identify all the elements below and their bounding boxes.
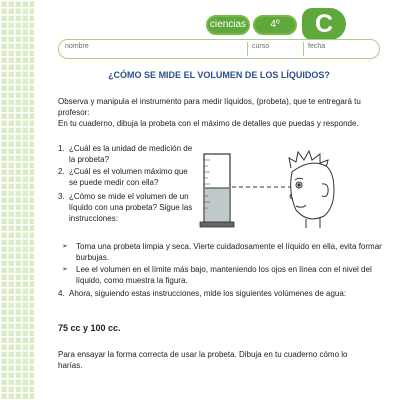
question-text: ¿Cuál es el volumen máximo que se puede medir con ella?	[69, 167, 188, 187]
graduated-cylinder-icon	[200, 154, 234, 227]
intro-line-1: Observa y manipula el instrumento para medir líquidos, (probeta), que te entregará tu profesor:	[58, 97, 361, 117]
question-number: 1.	[58, 144, 65, 153]
question-number: 2.	[58, 167, 65, 176]
subject-tag: ciencias	[206, 15, 250, 35]
instruction-text: Toma una probeta limpia y seca. Vierte cuidadosamente el líquido en ella, evita formar burbujas.	[76, 242, 382, 262]
question-text: ¿Cómo se mide el volumen de un líquido con una probeta? Sigue las instrucciones:	[69, 192, 193, 223]
worksheet-title: ¿CÓMO SE MIDE EL VOLUMEN DE LOS LÍQUIDOS?	[108, 70, 330, 80]
child-face-icon	[289, 151, 334, 228]
cylinder-eye-level-drawing	[196, 150, 346, 230]
field-divider	[247, 42, 248, 56]
intro-line-2: En tu cuaderno, dibuja la probeta con el máximo de detalles que puedas y responde.	[58, 119, 359, 128]
arrow-right-icon: ➢	[62, 266, 68, 273]
intro-text	[58, 96, 388, 129]
question-item	[58, 288, 378, 299]
decorative-grid-border	[0, 0, 34, 400]
question-number: 4.	[58, 289, 65, 298]
instruction-item	[62, 241, 384, 263]
closing-instruction: Para ensayar la forma correcta de usar la probeta. Dibuja en tu cuaderno cómo lo harías.	[58, 350, 348, 370]
question-text: Ahora, siguiendo estas instrucciones, mide los siguientes volúmenes de agua:	[69, 289, 347, 298]
question-item	[58, 166, 198, 188]
question-number: 3.	[58, 192, 65, 201]
student-info-bar	[58, 39, 380, 59]
date-field-label: fecha	[308, 43, 326, 50]
arrow-right-icon: ➢	[62, 243, 68, 250]
volumes-to-measure: 75 cc y 100 cc.	[58, 323, 121, 333]
question-item	[58, 143, 198, 165]
instruction-text: Lee el volumen en el límite más bajo, manteniendo los ojos en línea con el nivel del líquido, como muestra la figura.	[76, 265, 372, 285]
level-badge: C	[302, 8, 346, 40]
question-item	[58, 191, 198, 224]
instruction-item	[62, 264, 384, 286]
grade-tag: 4º	[253, 15, 297, 35]
course-field-label: curso	[252, 43, 270, 50]
graduated-cylinder-illustration	[196, 150, 346, 235]
field-divider	[303, 42, 304, 56]
name-field-label: nombre	[65, 43, 89, 50]
question-text: ¿Cuál es la unidad de medición de la probeta?	[69, 144, 193, 164]
